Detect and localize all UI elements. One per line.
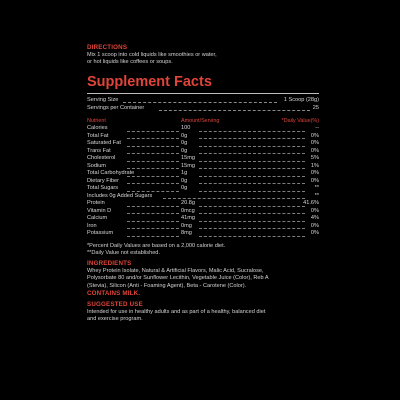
leader-line	[199, 221, 305, 222]
nutrient-row	[87, 125, 319, 133]
leader-line	[127, 168, 179, 169]
suggested-use-line: Intended for use in healthy adults and as part of a healthy, balanced diet	[87, 308, 266, 315]
nutrient-row	[87, 148, 319, 156]
servings-row	[87, 105, 319, 112]
leader-line	[127, 176, 179, 177]
directions-line: Mix 1 scoop into cold liquids like smoothies or water,	[87, 52, 217, 58]
supplement-label	[87, 44, 319, 323]
leader-line	[127, 146, 179, 147]
nutrient-daily-value: 0%	[310, 177, 319, 184]
nutrient-amount: 0g	[181, 185, 188, 192]
nutrient-amount: 20.8g	[181, 200, 195, 207]
nutrient-daily-value: 5%	[310, 155, 319, 162]
nutrient-amount: 15mg	[181, 155, 195, 162]
nutrient-row	[87, 223, 319, 231]
facts-title: Supplement Facts	[87, 74, 212, 91]
nutrient-row	[87, 155, 319, 163]
leader-line	[199, 183, 305, 184]
nutrient-name: Potassium	[87, 230, 114, 237]
nutrient-daily-value: 41.6%	[303, 200, 319, 207]
leader-line	[127, 206, 179, 207]
nutrient-daily-value: 0%	[310, 230, 319, 237]
leader-line	[127, 161, 179, 162]
nutrient-row	[87, 185, 319, 193]
footnote: **Daily Value not established.	[87, 249, 160, 256]
servings-value: 25	[312, 104, 319, 111]
nutrient-daily-value: --	[315, 125, 319, 132]
leader-line	[127, 221, 179, 222]
leader-line	[199, 168, 305, 169]
nutrient-row	[87, 208, 319, 216]
nutrient-amount: 0g	[181, 147, 188, 154]
ingredients-line: Whey Protein Isolate, Natural & Artificial Flavors, Malic Acid, Sucralose,	[87, 268, 264, 275]
leader-line	[163, 198, 305, 199]
nutrient-daily-value: 0%	[310, 132, 319, 139]
leader-line	[127, 138, 179, 139]
nutrient-daily-value: 4%	[310, 215, 319, 222]
ingredients-line: (Stevia), Silicon (Anti - Foaming Agent), Beta - Carotene (Color).	[87, 282, 247, 289]
nutrient-amount: 100	[181, 125, 191, 132]
nutrient-name: Includes 0g Added Sugars	[87, 192, 153, 199]
serving-size-row	[87, 97, 319, 104]
leader-line	[199, 131, 305, 132]
directions-line: or hot liquids like coffees or soups.	[87, 59, 173, 66]
leader-line	[127, 131, 179, 132]
leader-line	[199, 153, 305, 154]
nutrient-amount: 0mcg	[181, 207, 195, 214]
leader-line	[127, 236, 179, 237]
nutrient-amount: 0g	[181, 140, 188, 147]
nutrient-header: Nutrient	[87, 118, 106, 125]
nutrient-row	[87, 133, 319, 141]
leader-line	[199, 138, 305, 139]
leader-line	[199, 146, 305, 147]
ingredients-heading: INGREDIENTS	[87, 260, 132, 268]
leader-line	[127, 183, 179, 184]
nutrient-rows	[87, 125, 319, 238]
nutrient-daily-value: 0%	[310, 140, 319, 147]
nutrient-amount: 0g	[181, 177, 188, 184]
nutrient-amount: 8mg	[181, 230, 192, 237]
serving-size-label: Serving Size	[87, 97, 119, 104]
daily-value-header: *Daily Value(%)	[281, 118, 319, 125]
leader-line	[199, 191, 305, 192]
footnote: *Percent Daily Values are based on a 2,000 calorie diet.	[87, 242, 226, 249]
title-divider	[87, 93, 319, 94]
servings-label: Servings per Container	[87, 104, 145, 111]
nutrient-name: Protein	[87, 200, 105, 207]
directions-heading: DIRECTIONS	[87, 44, 128, 51]
leader-line	[199, 228, 305, 229]
nutrient-row	[87, 193, 319, 201]
nutrient-name: Total Carbohydrate	[87, 170, 135, 177]
nutrient-name: Total Fat	[87, 132, 109, 139]
nutrient-amount: 15mg	[181, 162, 195, 169]
nutrient-name: Calcium	[87, 215, 108, 222]
nutrient-daily-value: 0%	[310, 170, 319, 177]
nutrient-name: Iron	[87, 222, 97, 229]
leader-line	[199, 176, 305, 177]
leader-line	[123, 102, 277, 103]
nutrient-name: Trans Fat	[87, 147, 111, 154]
leader-line	[127, 228, 179, 229]
nutrient-daily-value: 0%	[310, 222, 319, 229]
nutrient-name: Saturated Fat	[87, 140, 121, 147]
nutrient-amount: 41mg	[181, 215, 195, 222]
nutrient-daily-value: 0%	[310, 207, 319, 214]
suggested-use-line: and exercise program.	[87, 315, 143, 322]
facts-table-header	[87, 117, 319, 125]
nutrient-name: Sodium	[87, 162, 106, 169]
leader-line	[199, 161, 305, 162]
nutrient-name: Vitamin D	[87, 207, 112, 214]
nutrient-daily-value: **	[314, 185, 319, 192]
nutrient-name: Dietary Fiber	[87, 177, 120, 184]
nutrient-amount: 1g	[181, 170, 188, 177]
nutrient-row	[87, 230, 319, 238]
leader-line	[199, 236, 305, 237]
leader-line	[159, 110, 310, 111]
nutrient-daily-value: 0%	[310, 147, 319, 154]
serving-size-value: 1 Scoop (28g)	[283, 97, 319, 104]
nutrient-name: Total Sugars	[87, 185, 119, 192]
nutrient-row	[87, 163, 319, 171]
leader-line	[127, 191, 179, 192]
leader-line	[127, 213, 179, 214]
nutrient-amount: 0mg	[181, 222, 192, 229]
allergen-statement: CONTAINS MILK.	[87, 289, 141, 297]
leader-line	[199, 213, 305, 214]
nutrient-row	[87, 200, 319, 208]
nutrient-daily-value: **	[314, 192, 319, 199]
nutrient-name: Cholesterol	[87, 155, 116, 162]
nutrient-row	[87, 215, 319, 223]
nutrient-row	[87, 140, 319, 148]
nutrient-name: Calories	[87, 125, 108, 132]
footnotes	[87, 243, 319, 257]
amount-header: Amount/Serving	[181, 118, 220, 125]
nutrient-row	[87, 170, 319, 178]
leader-line	[199, 206, 305, 207]
nutrient-row	[87, 178, 319, 186]
leader-line	[127, 153, 179, 154]
ingredients-line: Polysorbate 80 and/or Sunflower Lecithin, Vegetable Juice (Color), Reb A	[87, 275, 269, 282]
suggested-use-heading: SUGGESTED USE	[87, 300, 143, 308]
nutrient-daily-value: 1%	[310, 162, 319, 169]
nutrient-amount: 0g	[181, 132, 188, 139]
